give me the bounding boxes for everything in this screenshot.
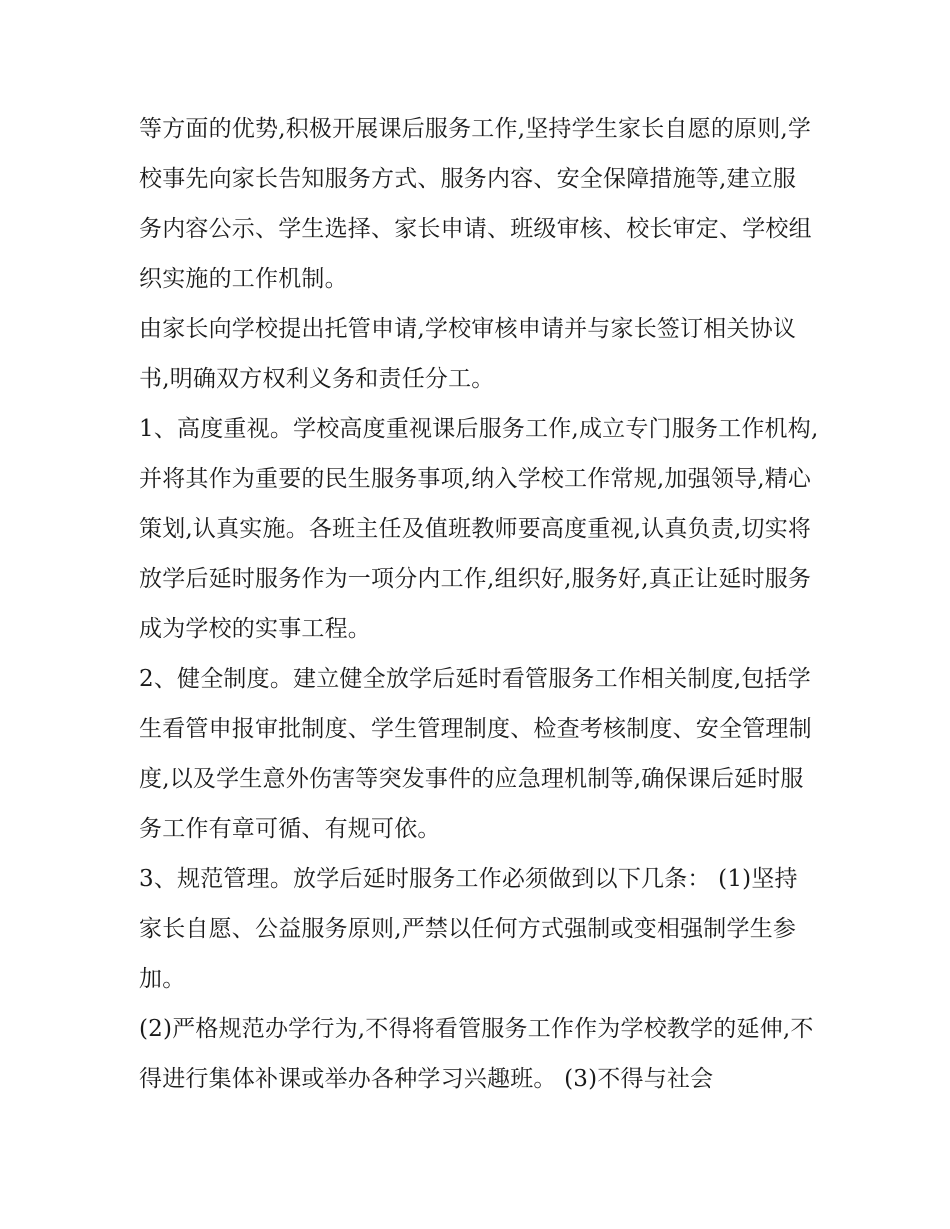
paragraph-2: 由家长向学校提出托管申请,学校审核申请并与家长签订相关协议书,明确双方权利义务和责任分工。 [139, 316, 797, 392]
paragraph-5: 3、规范管理。放学后延时服务工作必须做到以下几条： (1)坚持家长自愿、公益服务原则,严禁以任何方式强制或变相强制学生参加。 [139, 866, 798, 992]
paragraph-6: (2)严格规范办学行为,不得将看管服务工作作为学校教学的延伸,不得进行集体补课或举办各种学习兴趣班。 (3)不得与社会 [139, 1016, 814, 1092]
paragraph-1: 等方面的优势,积极开展课后服务工作,坚持学生家长自愿的原则,学校事先向家长告知服务方式、服务内容、安全保障措施等,建立服务内容公示、学生选择、家长申请、班级审核、校长审定、学校组织实施的工作机制。 [139, 116, 812, 292]
paragraph-4: 2、健全制度。建立健全放学后延时看管服务工作相关制度,包括学生看管申报审批制度、学生管理制度、检查考核制度、安全管理制度,以及学生意外伤害等突发事件的应急理机制等,确保课后延时服务工作有章可循、有规可依。 [139, 666, 812, 842]
document-body [139, 104, 819, 1104]
paragraph-3: 1、高度重视。学校高度重视课后服务工作,成立专门服务工作机构,并将其作为重要的民生服务事项,纳入学校工作常规,加强领导,精心策划,认真实施。各班主任及值班教师要高度重视,认真负责,切实将放学后延时服务作为一项分内工作,组织好,服务好,真正让延时服务成为学校的实事工程。 [139, 416, 819, 642]
